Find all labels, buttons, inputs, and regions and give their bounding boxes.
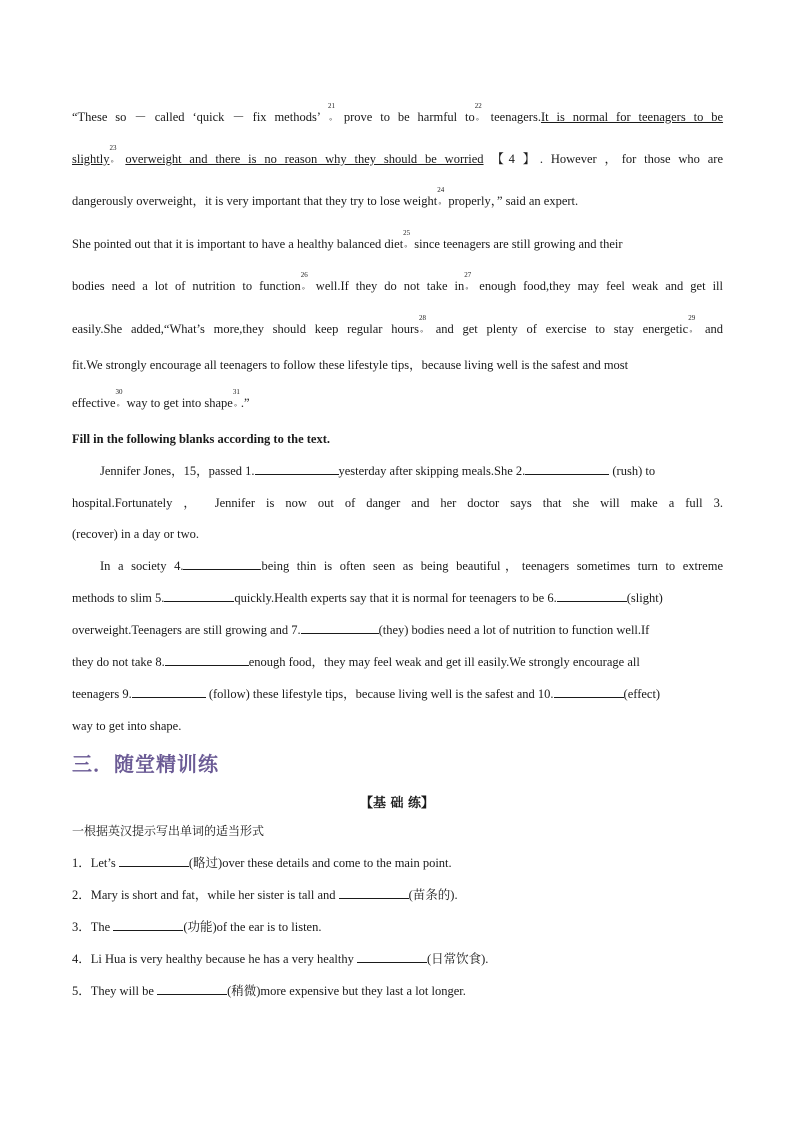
summary-line-7: [72, 654, 723, 670]
passage-text: dangerously overweight，it is very important that they try to lose weight: [72, 194, 438, 208]
answer-blank-1[interactable]: [255, 463, 339, 475]
passage-line-7: [72, 357, 723, 373]
summary-text: (they) bodies need a lot of nutrition to function well.If: [378, 623, 650, 637]
exercise-text: 5．They will be: [72, 984, 158, 998]
answer-blank-4[interactable]: [183, 558, 261, 570]
summary-text: methods to slim 5.: [72, 591, 165, 605]
passage-text: well.If they do not take in: [315, 279, 465, 293]
summary-text: (slight): [626, 591, 663, 605]
summary-text: overweight.Teenagers are still growing and 7.: [72, 623, 301, 637]
passage-text: fit.We strongly encourage all teenagers to follow these lifestyle tips，because living well is the safest and most: [72, 358, 629, 372]
summary-text: teenagers 9.: [72, 687, 132, 701]
summary-text: way to get into shape.: [72, 719, 182, 733]
summary-text: (follow) these lifestyle tips，because living well is the safest and 10.: [205, 687, 554, 701]
exercise-text: (功能)of the ear is to listen.: [183, 920, 322, 934]
passage-text: enough food,they may feel weak and get ill: [479, 279, 723, 293]
exercise-blank-4[interactable]: [357, 951, 427, 963]
marker-number: 27: [464, 271, 472, 279]
summary-line-1: [100, 463, 723, 479]
marker-number: 23: [109, 144, 117, 152]
blank-marker-31: 31 ◦: [233, 397, 241, 407]
blank-marker-26: 26 ◦: [301, 280, 309, 290]
blank-marker-23: 23 ◦: [110, 153, 118, 163]
passage-line-6: [72, 314, 723, 337]
exercise-blank-3[interactable]: [113, 919, 183, 931]
summary-text: being thin is often seen as being beautiful，teenagers sometimes turn to extreme: [261, 559, 723, 573]
passage-text: She pointed out that it is important to have a healthy balanced diet: [72, 237, 404, 251]
exercise-blank-5[interactable]: [157, 983, 227, 995]
summary-text: they do not take 8.: [72, 655, 165, 669]
exercise-text: (日常饮食).: [426, 952, 489, 966]
marker-number: 25: [403, 229, 411, 237]
underlined-sentence: overweight and there is no reason why they should be worried: [125, 152, 484, 166]
marker-number: 30: [115, 388, 123, 396]
exercise-text: 3．The: [72, 920, 114, 934]
marker-number: 24: [437, 186, 445, 194]
exercise-heading: 一根据英汉提示写出单词的适当形式: [72, 824, 265, 838]
passage-text: teenagers.: [490, 110, 541, 124]
passage-line-1: [72, 102, 724, 125]
passage-text: .”: [240, 396, 250, 410]
summary-line-6: [72, 622, 723, 638]
blank-marker-30: 30 ◦: [116, 397, 124, 407]
sub-title: 【基 础 练】: [359, 796, 435, 811]
summary-text: quickly.Health experts say that it is normal for teenagers to be 6.: [234, 591, 557, 605]
blank-marker-28: 28 ◦: [419, 323, 427, 333]
summary-text: yesterday after skipping meals.She 2.: [338, 464, 526, 478]
answer-blank-9[interactable]: [132, 686, 206, 698]
answer-blank-5[interactable]: [164, 590, 234, 602]
summary-text: In a society 4.: [100, 559, 184, 573]
summary-text: (rush) to: [609, 464, 656, 478]
exercise-item-4: [72, 951, 723, 967]
summary-text: (recover) in a day or two.: [72, 527, 200, 541]
passage-text: and: [704, 322, 723, 336]
summary-line-4: [100, 558, 723, 574]
blank-marker-21: 21 ◦: [328, 111, 336, 121]
underlined-sentence: It is normal for teenagers to be: [540, 110, 724, 124]
passage-text: way to get into shape: [126, 396, 233, 410]
answer-blank-2[interactable]: [525, 463, 609, 475]
blank-marker-29: 29 ◦: [688, 323, 696, 333]
blank-marker-24: 24 ◦: [437, 195, 445, 205]
answer-blank-6[interactable]: [557, 590, 627, 602]
passage-text: “These so － called ‘quick － fix methods’: [72, 110, 321, 124]
summary-line-5: [72, 590, 723, 606]
passage-line-2: [72, 144, 724, 167]
summary-text: hospital.Fortunately ， Jennifer is now out of danger and her doctor says that she will make a full 3.: [72, 496, 723, 510]
passage-text: bodies need a lot of nutrition to function: [72, 279, 301, 293]
passage-text: and get plenty of exercise to stay energetic: [435, 322, 689, 336]
exercise-text: 2．Mary is short and fat，while her sister is tall and: [72, 888, 339, 902]
marker-number: 22: [474, 102, 482, 110]
blank-marker-27: 27 ◦: [464, 280, 472, 290]
exercise-blank-2[interactable]: [339, 887, 409, 899]
exercise-text: 1．Let’s: [72, 856, 119, 870]
summary-line-9: [72, 718, 723, 734]
exercise-item-1: [72, 855, 723, 871]
passage-text: properly，” said an expert.: [448, 194, 579, 208]
passage-line-5: [72, 271, 723, 294]
passage-text: 【4 】. However ，for those who are: [491, 152, 724, 166]
underlined-sentence: slightly: [72, 152, 110, 166]
marker-number: 21: [327, 102, 335, 110]
summary-text: enough food，they may feel weak and get ill easily.We strongly encourage all: [248, 655, 640, 669]
exercise-item-5: [72, 983, 723, 999]
section-title: 三．随堂精训练: [72, 752, 219, 776]
passage-line-8: [72, 388, 723, 411]
answer-blank-8[interactable]: [165, 654, 249, 666]
summary-line-3: [72, 526, 723, 542]
summary-line-8: [72, 686, 723, 702]
passage-text: effective: [72, 396, 116, 410]
passage-line-3: [72, 186, 723, 209]
summary-text: (effect): [623, 687, 661, 701]
passage-text: easily.She added,“What’s more,they should keep regular hours: [72, 322, 419, 336]
instruction-heading: Fill in the following blanks according to the text.: [72, 432, 330, 446]
summary-line-2: [72, 495, 723, 511]
marker-number: 31: [232, 388, 240, 396]
blank-marker-22: 22 ◦: [475, 111, 483, 121]
marker-number: 28: [418, 314, 426, 322]
passage-line-4: [72, 229, 723, 252]
marker-number: 26: [300, 271, 308, 279]
exercise-blank-1[interactable]: [119, 855, 189, 867]
exercise-item-3: [72, 919, 723, 935]
exercise-text: (稍微)more expensive but they last a lot longer.: [227, 984, 466, 998]
exercise-text: 4．Li Hua is very healthy because he has a very healthy: [72, 952, 357, 966]
passage-text: since teenagers are still growing and their: [414, 237, 623, 251]
exercise-text: (苗条的).: [408, 888, 458, 902]
answer-blank-7[interactable]: [301, 622, 379, 634]
marker-number: 29: [688, 314, 696, 322]
passage-text: prove to be harmful to: [343, 110, 475, 124]
summary-text: Jennifer Jones，15，passed 1.: [100, 464, 255, 478]
answer-blank-10[interactable]: [554, 686, 624, 698]
exercise-item-2: [72, 887, 723, 903]
exercise-text: (略过)over these details and come to the main point.: [188, 856, 452, 870]
blank-marker-25: 25 ◦: [403, 238, 411, 248]
